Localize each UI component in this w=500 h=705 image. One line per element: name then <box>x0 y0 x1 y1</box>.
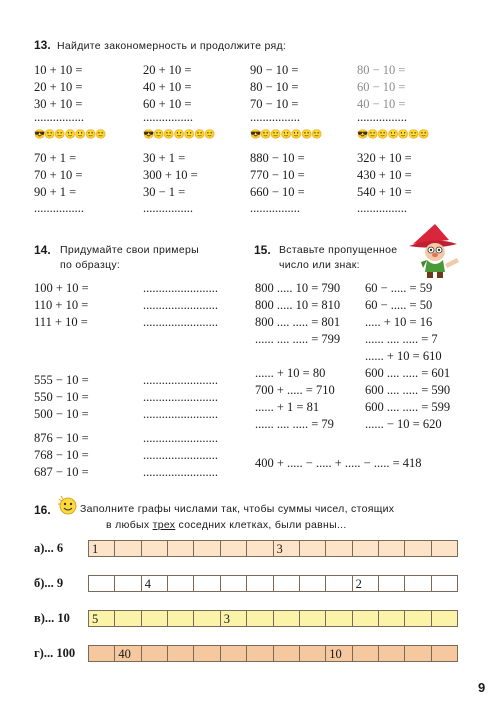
task15-left-equation: 800 ..... 10 = 790 <box>255 281 341 295</box>
task16-instruction-line1: Заполните графы числами так, чтобы суммы чисел, стоящих <box>80 503 395 515</box>
task16-grid-cell[interactable] <box>168 576 194 591</box>
task16-grid-cell[interactable] <box>405 646 431 661</box>
task16-grid-cell[interactable] <box>247 646 273 661</box>
task14-example: 555 − 10 = <box>34 373 89 387</box>
task16-instruction-underlined: трех <box>152 519 176 531</box>
task15-left-equation: ...... + 1 = 81 <box>255 400 320 414</box>
task13-answer-dots: ................ <box>250 201 300 215</box>
task13-example: 30 + 10 = <box>34 97 83 111</box>
task13-example: 90 + 1 = <box>34 185 77 199</box>
task16-grid-cell[interactable] <box>326 611 352 626</box>
task13-emoji-row: 😎🙂🙂🙂🙂🙂🙂 <box>143 129 215 139</box>
task14-answer-dots: ........................ <box>143 281 218 295</box>
task13-example: 770 − 10 = <box>250 168 305 182</box>
task15-left-equation: ...... .... ..... = 79 <box>255 417 334 431</box>
task16-grid-cell[interactable] <box>300 611 326 626</box>
task13-emoji-row: 😎🙂🙂🙂🙂🙂🙂 <box>357 129 429 139</box>
task13-answer-dots: ................ <box>357 110 407 124</box>
task15-left-equation: 800 ..... 10 = 810 <box>255 298 341 312</box>
task13-example: 10 + 10 = <box>34 63 83 77</box>
task16-grid-cell[interactable] <box>168 646 194 661</box>
task16-row-label: в)... 10 <box>34 611 70 625</box>
task13-emoji-row: 😎🙂🙂🙂🙂🙂🙂 <box>34 129 106 139</box>
task16-grid-cell[interactable] <box>168 611 194 626</box>
task16-instruction-post: соседних клетках, были равны... <box>175 519 347 531</box>
task13-number: 13. <box>34 38 51 52</box>
task16-grid-cell[interactable] <box>432 646 457 661</box>
task16-instruction-line2 <box>106 519 347 531</box>
task16-grid-cell[interactable]: 3 <box>221 611 247 626</box>
task13-answer-dots: ................ <box>34 110 84 124</box>
task16-grid-cell[interactable] <box>221 576 247 591</box>
task16-grid-row <box>88 540 458 557</box>
task14-answer-dots: ........................ <box>143 448 218 462</box>
task16-grid-cell[interactable] <box>432 611 457 626</box>
task16-grid-cell[interactable] <box>115 541 141 556</box>
task13-example: 300 + 10 = <box>143 168 198 182</box>
task16-grid-cell[interactable] <box>405 611 431 626</box>
task16-instruction-pre: в любых <box>106 519 153 531</box>
task16-grid-cell[interactable] <box>194 541 220 556</box>
task16-grid-cell[interactable] <box>194 576 220 591</box>
task16-grid-cell[interactable]: 5 <box>89 611 115 626</box>
task14-answer-dots: ........................ <box>143 390 218 404</box>
task14-instruction-line2: по образцу: <box>60 259 121 271</box>
task16-grid-cell[interactable] <box>379 576 405 591</box>
task15-instruction-line1: Вставьте пропущенное <box>279 244 398 256</box>
task16-grid-cell[interactable] <box>89 646 115 661</box>
task16-grid-cell[interactable] <box>405 541 431 556</box>
task16-grid-cell[interactable] <box>274 646 300 661</box>
task13-example: 320 + 10 = <box>357 151 412 165</box>
task16-number: 16. <box>34 503 51 517</box>
task13-example: 40 − 10 = <box>357 97 406 111</box>
task15-right-equation: ..... + 10 = 16 <box>365 315 433 329</box>
task13-example: 30 − 1 = <box>143 185 186 199</box>
task14-answer-dots: ........................ <box>143 431 218 445</box>
task14-answer-dots: ........................ <box>143 373 218 387</box>
task14-instruction-line1: Придумайте свои примеры <box>60 244 199 256</box>
task16-grid-cell[interactable] <box>353 646 379 661</box>
smiley-icon <box>56 494 78 516</box>
task15-instruction-line2: число или знак: <box>279 259 360 271</box>
task16-grid-cell[interactable] <box>115 611 141 626</box>
task14-example: 110 + 10 = <box>34 298 89 312</box>
task15-left-equation: 800 .... ..... = 801 <box>255 315 341 329</box>
task16-grid-row <box>88 610 458 627</box>
task16-grid-cell[interactable] <box>379 541 405 556</box>
task16-grid-cell[interactable] <box>300 576 326 591</box>
task16-grid-cell[interactable] <box>432 541 457 556</box>
task14-answer-dots: ........................ <box>143 407 218 421</box>
task16-grid-cell[interactable] <box>300 541 326 556</box>
task13-example: 20 + 10 = <box>34 80 83 94</box>
page-number: 9 <box>478 680 486 695</box>
task16-grid-cell[interactable] <box>379 646 405 661</box>
task16-grid-cell[interactable] <box>353 611 379 626</box>
task13-example: 430 + 10 = <box>357 168 412 182</box>
task15-right-equation: ...... − 10 = 620 <box>365 417 442 431</box>
task16-grid-cell[interactable] <box>247 541 273 556</box>
task13-example: 880 − 10 = <box>250 151 305 165</box>
task16-grid-row <box>88 575 458 592</box>
task16-grid-row <box>88 645 458 662</box>
task14-example: 100 + 10 = <box>34 281 89 295</box>
task14-example: 111 + 10 = <box>34 315 88 329</box>
task16-grid-cell[interactable] <box>432 576 457 591</box>
task13-example: 70 + 1 = <box>34 151 77 165</box>
task16-grid-cell[interactable] <box>89 576 115 591</box>
task13-answer-dots: ................ <box>357 201 407 215</box>
task16-grid-cell[interactable] <box>326 576 352 591</box>
task13-example: 70 + 10 = <box>34 168 83 182</box>
task14-number: 14. <box>34 243 51 257</box>
task16-grid-cell[interactable] <box>168 541 194 556</box>
task13-example: 90 − 10 = <box>250 63 299 77</box>
task16-grid-cell[interactable]: 3 <box>274 541 300 556</box>
task13-example: 60 − 10 = <box>357 80 406 94</box>
gnome-illustration <box>405 222 465 280</box>
task16-row-label: г)... 100 <box>34 646 76 660</box>
task15-right-equation: 600 .... ..... = 601 <box>365 366 451 380</box>
task13-example: 660 − 10 = <box>250 185 305 199</box>
task16-grid-cell[interactable] <box>247 611 273 626</box>
task15-right-equation: ...... .... ..... = 7 <box>365 332 438 346</box>
task13-emoji-row: 😎🙂🙂🙂🙂🙂🙂 <box>250 129 322 139</box>
task16-grid-cell[interactable]: 10 <box>326 646 352 661</box>
task15-left-equation: 700 + ..... = 710 <box>255 383 335 397</box>
task16-grid-cell[interactable] <box>221 541 247 556</box>
task13-example: 40 + 10 = <box>143 80 192 94</box>
task15-right-equation: 60 − ..... = 50 <box>365 298 433 312</box>
task13-example: 70 − 10 = <box>250 97 299 111</box>
task14-example: 876 − 10 = <box>34 431 89 445</box>
task16-grid-cell[interactable]: 4 <box>142 576 168 591</box>
task16-grid-cell[interactable] <box>221 646 247 661</box>
task16-grid-cell[interactable]: 1 <box>89 541 115 556</box>
task15-right-equation: 600 .... ..... = 599 <box>365 400 451 414</box>
task13-example: 20 + 10 = <box>143 63 192 77</box>
task13-answer-dots: ................ <box>34 201 84 215</box>
task16-grid-cell[interactable] <box>142 646 168 661</box>
task16-row-label: а)... 6 <box>34 541 64 555</box>
task14-example: 500 − 10 = <box>34 407 89 421</box>
task14-answer-dots: ........................ <box>143 465 218 479</box>
task14-example: 550 − 10 = <box>34 390 89 404</box>
task16-grid-cell[interactable] <box>247 576 273 591</box>
task13-example: 30 + 1 = <box>143 151 186 165</box>
task14-example: 687 − 10 = <box>34 465 89 479</box>
task13-answer-dots: ................ <box>250 110 300 124</box>
task13-example: 60 + 10 = <box>143 97 192 111</box>
task16-grid-cell[interactable] <box>115 576 141 591</box>
task15-left-equation: ...... .... ..... = 799 <box>255 332 341 346</box>
task13-instruction: Найдите закономерность и продолжите ряд: <box>57 40 287 52</box>
task16-grid-cell[interactable] <box>405 576 431 591</box>
task16-grid-cell[interactable] <box>194 646 220 661</box>
task14-answer-dots: ........................ <box>143 298 218 312</box>
task15-bottom-equation: 400 + ..... − ..... + ..... − ..... = 418 <box>255 456 422 470</box>
task15-number: 15. <box>254 243 271 257</box>
task15-left-equation: ...... + 10 = 80 <box>255 366 326 380</box>
task16-grid-cell[interactable] <box>142 611 168 626</box>
task16-grid-cell[interactable] <box>300 646 326 661</box>
task15-right-equation: ...... + 10 = 610 <box>365 349 442 363</box>
task15-right-equation: 600 .... ..... = 590 <box>365 383 451 397</box>
task14-answer-dots: ........................ <box>143 315 218 329</box>
task16-row-label: б)... 9 <box>34 576 64 590</box>
task16-grid-cell[interactable]: 40 <box>115 646 141 661</box>
task13-example: 80 − 10 = <box>250 80 299 94</box>
task13-answer-dots: ................ <box>143 201 193 215</box>
task16-grid-cell[interactable] <box>274 576 300 591</box>
task14-example: 768 − 10 = <box>34 448 89 462</box>
task16-grid-cell[interactable] <box>194 611 220 626</box>
task16-grid-cell[interactable] <box>353 541 379 556</box>
task16-grid-cell[interactable] <box>274 611 300 626</box>
task16-grid-cell[interactable]: 2 <box>353 576 379 591</box>
task16-grid-cell[interactable] <box>326 541 352 556</box>
task16-grid-cell[interactable] <box>379 611 405 626</box>
task13-example: 540 + 10 = <box>357 185 412 199</box>
task16-grid-cell[interactable] <box>142 541 168 556</box>
task13-answer-dots: ................ <box>143 110 193 124</box>
task15-right-equation: 60 − ..... = 59 <box>365 281 433 295</box>
task13-example: 80 − 10 = <box>357 63 406 77</box>
